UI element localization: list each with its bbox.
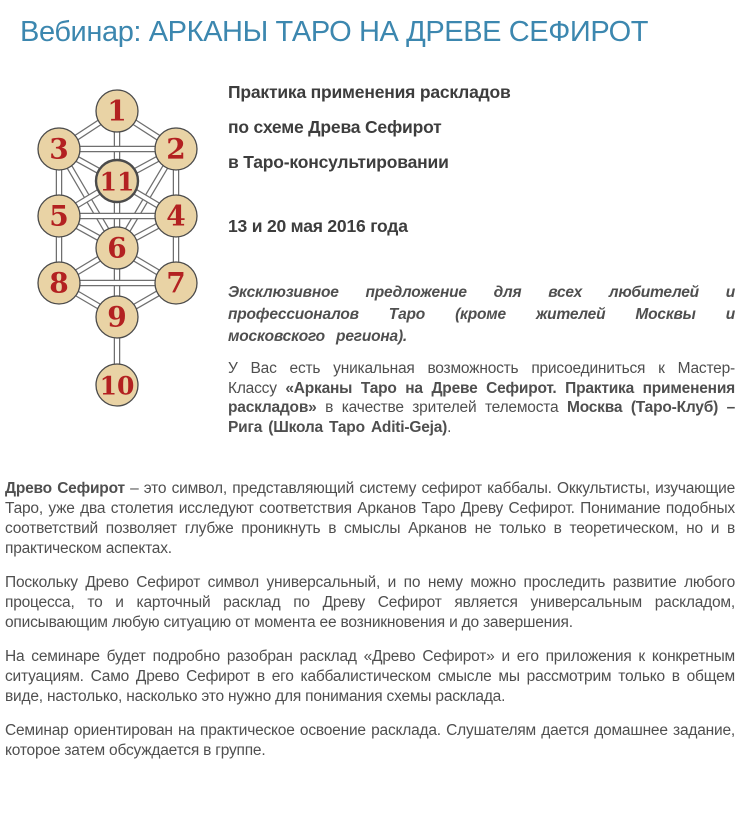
text-segment: Москва (Таро-Клуб) – Рига (Школа Таро Aditi-Geja) bbox=[228, 399, 736, 436]
intro-heading-line: в Таро-консультировании bbox=[228, 152, 449, 172]
exclusive-offer-note bbox=[228, 282, 735, 348]
sephira-number: 3 bbox=[49, 132, 69, 166]
text-segment: в качестве зрителей телемоста bbox=[316, 399, 567, 416]
webinar-dates: 13 и 20 мая 2016 года bbox=[228, 216, 408, 236]
sephira-number: 9 bbox=[107, 300, 127, 334]
description-paragraph-2 bbox=[5, 573, 735, 633]
text-segment: «Арканы Таро на Древе Сефирот. Практика применения раскладов» bbox=[228, 379, 735, 416]
sephira-number: 8 bbox=[49, 266, 69, 300]
intro-heading-line: по схеме Древа Сефирот bbox=[228, 117, 442, 137]
text-segment: . bbox=[447, 418, 452, 436]
sephira-number: 4 bbox=[166, 199, 186, 233]
description-paragraph-3 bbox=[5, 647, 735, 707]
sephira-number: 10 bbox=[99, 371, 135, 401]
text-segment: Эксклюзивное предложение для всех любителей и профессионалов Таро (кроме жителей Москвы и московского региона). bbox=[228, 284, 735, 345]
text-segment: На семинаре будет подробно разобран расклад «Древо Сефирот» и его приложения к конкретным ситуациям. Само Древо Сефирот в его каббалистическом смысле мы рассмотрим только в общем виде, настолько, насколько это нужно для понимания схемы расклада. bbox=[5, 648, 735, 705]
text-segment: У Вас есть уникальная возможность присоединиться к Мастер-Классу bbox=[228, 360, 735, 397]
text-segment: Древо Сефирот bbox=[5, 480, 125, 497]
intro-text-column bbox=[228, 75, 735, 437]
text-segment: Семинар ориентирован на практическое освоение расклада. Слушателям дается домашнее задание, которое затем обсуждается в группе. bbox=[5, 722, 735, 759]
intro-heading-line: Практика применения раскладов bbox=[228, 82, 511, 102]
intro-heading bbox=[228, 75, 735, 180]
intro-section bbox=[0, 75, 743, 437]
sephira-number: 7 bbox=[166, 266, 186, 300]
sephira-number: 5 bbox=[49, 199, 69, 233]
description-paragraph-1 bbox=[5, 479, 735, 559]
text-segment: Поскольку Древо Сефирот символ универсальный, и по нему можно проследить развитие любого процесса, то и карточный расклад по Древу Сефирот является универсальным раскладом, описывающим любую ситуацию от момента ее возникновения и до завершения. bbox=[5, 574, 735, 631]
sephirot-tree-diagram bbox=[18, 81, 220, 437]
tree-of-life-svg bbox=[18, 81, 220, 421]
invitation-paragraph bbox=[228, 359, 735, 437]
text-segment: – это символ, представляющий систему сефирот каббалы. Оккультисты, изучающие Таро, уже два столетия исследуют соответствия Арканов Таро Древу Сефирот. Понимание подобных соответствий позволяет глубже проникнуть в смыслы Арканов не только в теоретическом, но и в практическом аспектах. bbox=[5, 480, 735, 557]
sephira-number: 6 bbox=[107, 231, 127, 265]
sephira-number: 1 bbox=[107, 94, 127, 128]
page-title: Вебинар: АРКАНЫ ТАРО НА ДРЕВЕ СЕФИРОТ bbox=[20, 16, 649, 48]
description-section bbox=[5, 479, 735, 761]
page bbox=[0, 14, 743, 761]
sephira-number: 11 bbox=[99, 167, 135, 197]
sephira-number: 2 bbox=[166, 132, 186, 166]
description-paragraph-4 bbox=[5, 721, 735, 761]
